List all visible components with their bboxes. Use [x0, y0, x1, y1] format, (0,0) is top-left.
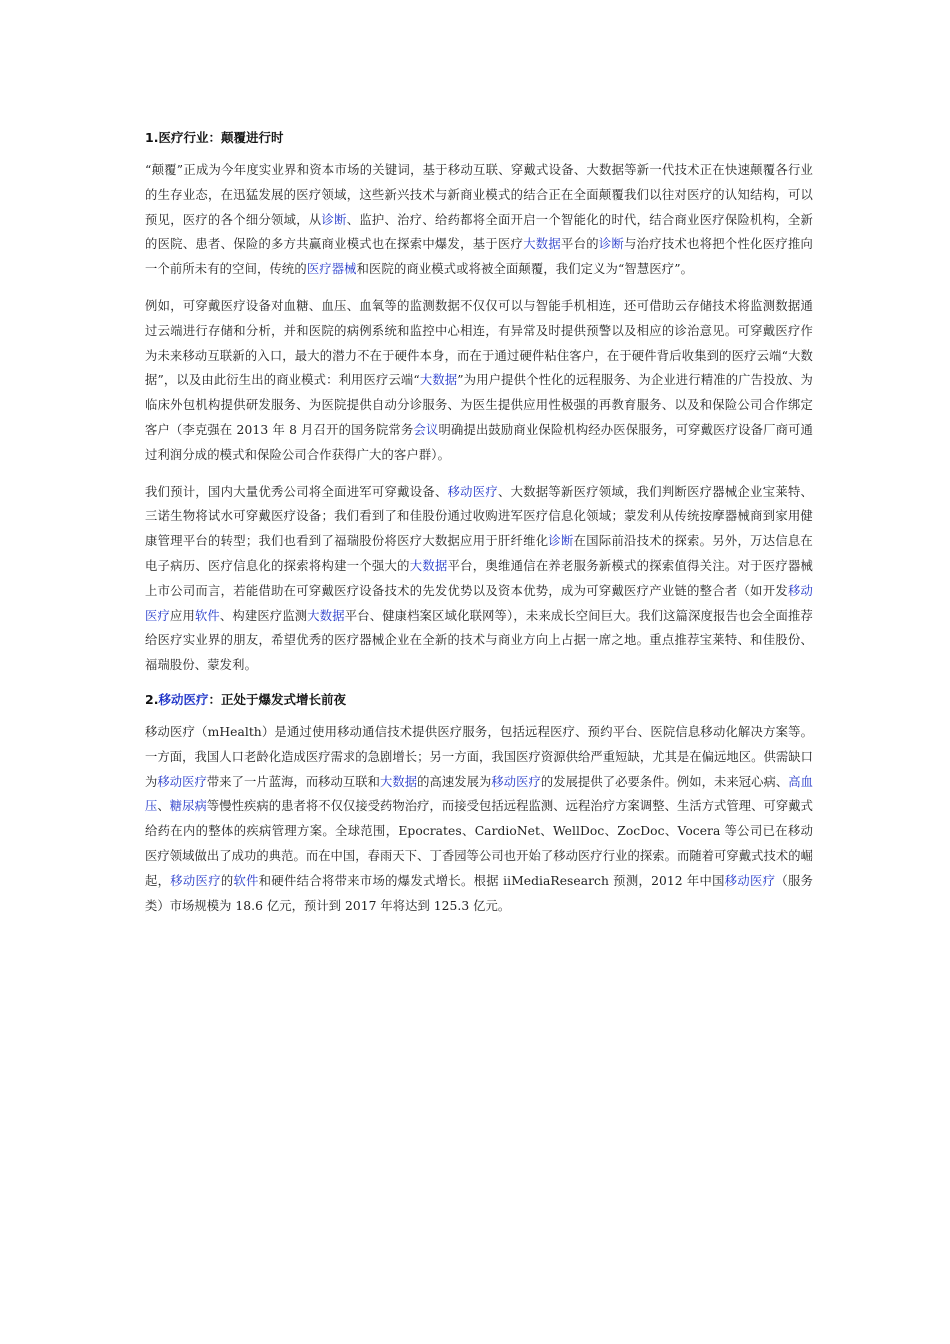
- paragraph-4: [145, 720, 813, 918]
- keyword-link[interactable]: 会议: [413, 422, 439, 437]
- text-run: （服务类）市场规模为 18.6 亿元，预计到 2017 年将达到 125.3 亿元。: [145, 873, 813, 913]
- text-run: 、监护、治疗、给药都将全面开启一个智能化的时代，结合商业医疗保险机构，全新的医院、患者、保险的多方共赢商业模式也在探索中爆发，基于医疗: [145, 212, 813, 252]
- keyword-link[interactable]: 移动医疗: [157, 774, 207, 789]
- article-body: [145, 128, 813, 930]
- paragraph-3: [145, 480, 813, 678]
- paragraph-1: [145, 158, 813, 282]
- section-heading-1: 1.医疗行业：颠覆进行时: [145, 130, 284, 145]
- text-run: 在国际前沿技术的探索。另外，万达信息在电子病历、医疗信息化的探索将构建一个强大的: [145, 534, 813, 573]
- text-run: 平台的: [561, 237, 599, 252]
- keyword-link[interactable]: 移动医疗: [447, 484, 498, 499]
- keyword-link[interactable]: 大数据: [380, 774, 418, 789]
- text-run: 平台、健康档案区域化联网等），未来成长空间巨大。我们这篇深度报告也会全面推荐给医疗实业界的朋友，希望优秀的医疗器械企业在全新的技术与商业方向上占据一席之地。重点推荐宝莱特、和佳股份、福瑞股份、蒙发利。: [145, 608, 813, 673]
- keyword-link[interactable]: 移动医疗: [724, 873, 776, 888]
- keyword-link[interactable]: 诊断: [598, 237, 625, 252]
- keyword-link[interactable]: 医疗器械: [306, 262, 357, 277]
- text-run: 带来了一片蓝海，而移动互联和: [206, 774, 381, 789]
- text-run: 2.: [145, 691, 159, 707]
- keyword-link[interactable]: 糖尿病: [169, 799, 207, 814]
- text-run: 与治疗技术也将把个性化医疗推向一个前所未有的空间，传统的: [145, 237, 813, 277]
- keyword-link[interactable]: 移动医疗: [145, 583, 813, 623]
- text-run: 、大数据等新医疗领域，我们判断医疗器械企业宝莱特、三诺生物将试水可穿戴医疗设备；我们看到了和佳股份通过收购进军医疗信息化领域；蒙发利从传统按摩器械商到家用健康管理平台的转型；我们也看到了福瑞股份将医疗大数据应用于肝纤维化: [145, 484, 813, 549]
- keyword-link[interactable]: 大数据: [419, 373, 458, 388]
- text-run: ”为用户提供个性化的远程服务、为企业进行精准的广告投放、为临床外包机构提供研发服务、为医院提供自动分诊服务、为医生提供应用性极强的再教育服务、以及和保险公司合作绑定客户（李克强在 2013 年 8 月召开的国务院常务: [145, 373, 813, 437]
- text-run: 等慢性疾病的患者将不仅仅接受药物治疗，而接受包括远程监测、远程治疗方案调整、生活方式管理、可穿戴式给药在内的整体的疾病管理方案。全球范围，Epocrates、CardioNet、WellDoc、ZocDoc、Vocera 等公司已在移动医疗领域做出了成功的典范。而在中国，春雨天下、丁香园等公司也开始了移动医疗行业的探索。而随着可穿戴式技术的崛起，: [145, 799, 813, 888]
- section-heading-2: [145, 690, 813, 710]
- text-run: 和医院的商业模式或将被全面颠覆，我们定义为“智慧医疗”。: [356, 262, 694, 277]
- text-run: 例如，可穿戴医疗设备对血糖、血压、血氧等的监测数据不仅仅可以与智能手机相连，还可借助云存储技术将监测数据通过云端进行存储和分析，并和医院的病例系统和监控中心相连，有异常及时提供预警以及相应的诊治意见。可穿戴医疗作为未来移动互联新的入口，最大的潜力不在于硬件本身，而在于通过硬件粘住客户，在于硬件背后收集到的医疗云端“大数据”，以及由此衍生出的商业模式：利用医疗云端“: [145, 298, 813, 388]
- keyword-link[interactable]: 诊断: [548, 534, 574, 549]
- text-run: 我们预计，国内大量优秀公司将全面进军可穿戴设备、: [145, 484, 448, 499]
- keyword-link[interactable]: 大数据: [307, 608, 345, 623]
- keyword-link[interactable]: 移动医疗: [170, 873, 221, 888]
- paragraph-2: [145, 294, 813, 468]
- text-run: 和硬件结合将带来市场的爆发式增长。根据 iiMediaResearch 预测，2012 年中国: [258, 873, 725, 888]
- keyword-link[interactable]: 大数据: [409, 558, 448, 573]
- keyword-link[interactable]: 软件: [194, 608, 220, 623]
- keyword-link[interactable]: 诊断: [321, 212, 347, 227]
- text-run: 平台，奥维通信在养老服务新模式的探索值得关注。对于医疗器械上市公司而言，若能借助在可穿戴医疗设备技术的先发优势以及资本优势，成为可穿戴医疗产业链的整合者（如开发: [145, 558, 814, 598]
- text-run: 、构建医疗监测: [219, 608, 308, 623]
- text-run: ：正处于爆发式增长前夜: [208, 691, 346, 707]
- keyword-link[interactable]: 大数据: [523, 237, 562, 252]
- text-run: 移动医疗（mHealth）是通过使用移动通信技术提供医疗服务，包括远程医疗、预约平台、医院信息移动化解决方案等。一方面，我国人口老龄化造成医疗需求的急剧增长；另一方面，我国医疗资源供给严重短缺，尤其是在偏远地区。供需缺口为: [145, 724, 813, 789]
- text-run: 应用: [169, 608, 195, 623]
- text-run: 的发展提供了必要条件。例如，未来冠心病、: [540, 774, 789, 789]
- keyword-link[interactable]: 移动医疗: [491, 774, 541, 789]
- keyword-link[interactable]: 移动医疗: [158, 691, 209, 707]
- text-run: “颠覆”正成为今年度实业界和资本市场的关键词，基于移动互联、穿戴式设备、大数据等新一代技术正在快速颠覆各行业的生存业态，在迅猛发展的医疗领域，这些新兴技术与新商业模式的结合正在全面颠覆我们以往对医疗的认知结构，可以预见，医疗的各个细分领域，从: [145, 163, 813, 227]
- text-run: 、: [157, 799, 170, 814]
- text-run: 明确提出鼓励商业保险机构经办医保服务，可穿戴医疗设备厂商可通过利润分成的模式和保险公司合作获得广大的客户群）。: [145, 422, 813, 462]
- keyword-link[interactable]: 高血压: [145, 774, 813, 814]
- keyword-link[interactable]: 软件: [233, 873, 259, 888]
- text-run: 的高速发展为: [417, 774, 492, 789]
- text-run: 的: [220, 873, 234, 888]
